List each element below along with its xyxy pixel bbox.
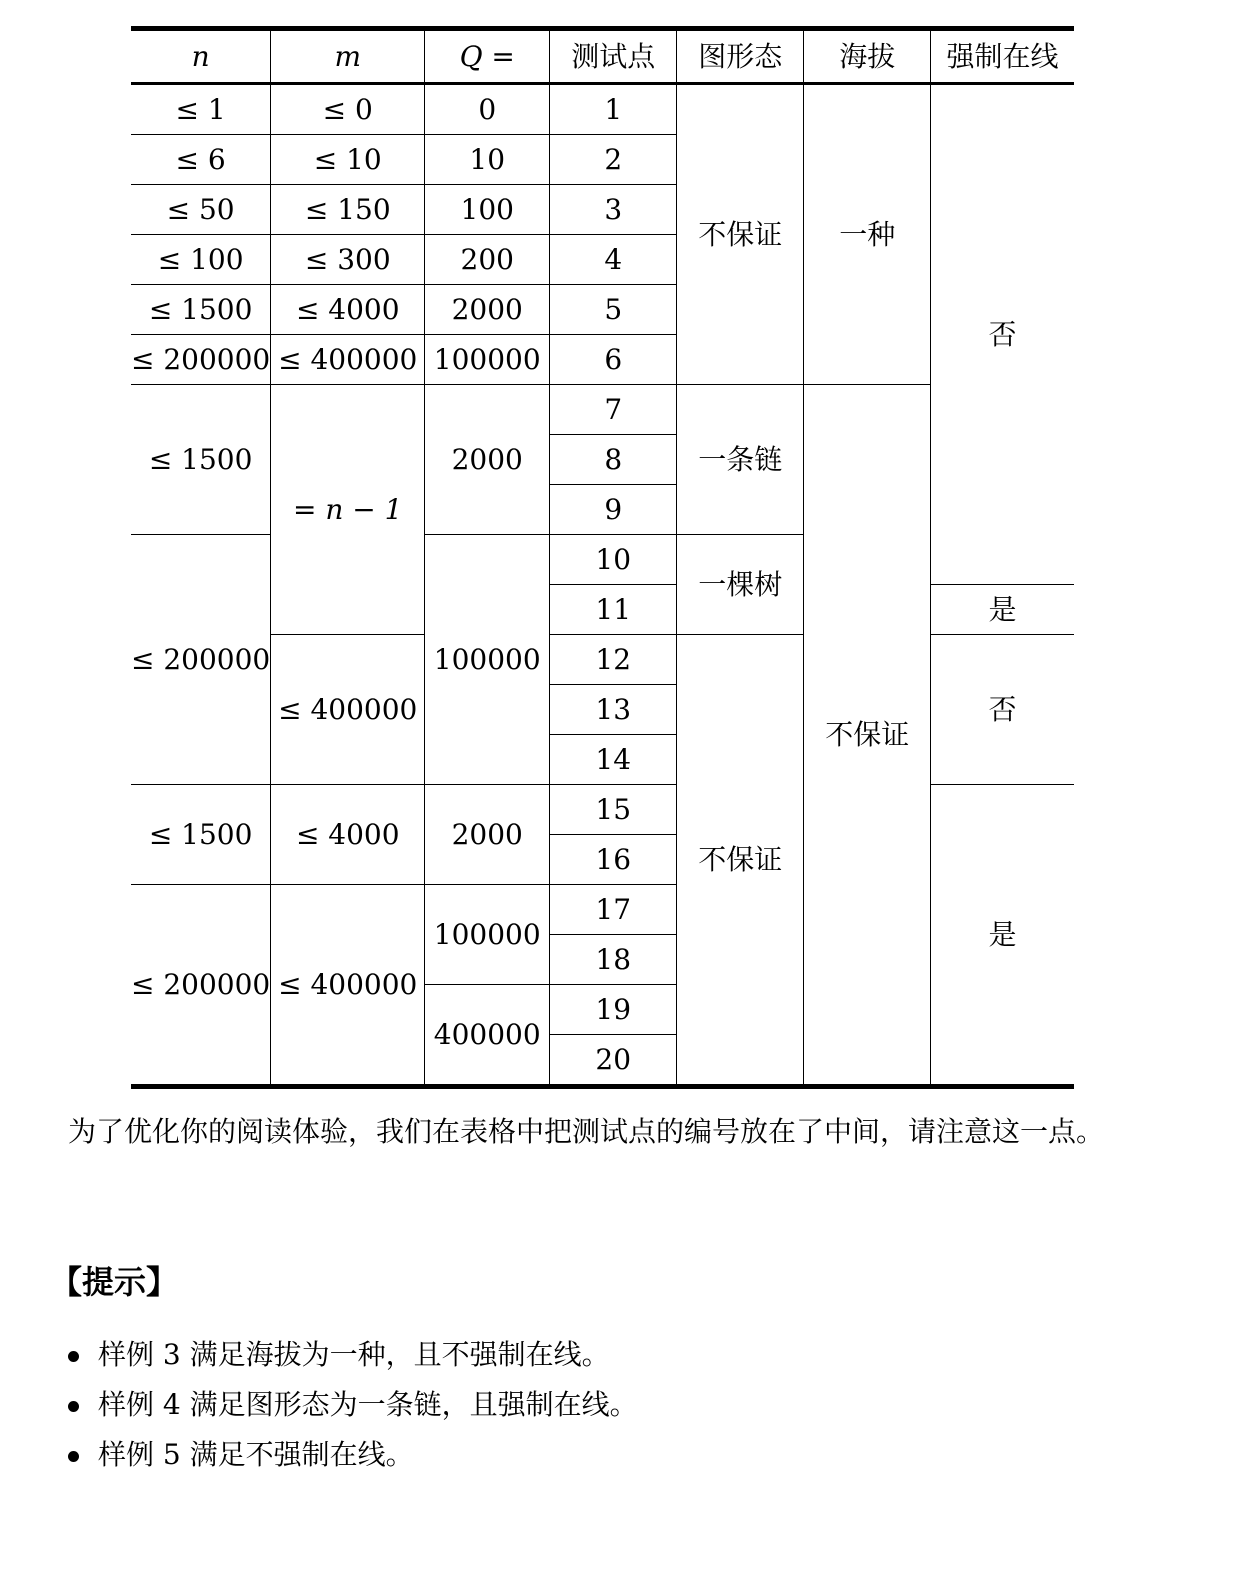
- cell-q: 100000: [425, 885, 550, 985]
- hint-item: 样例 3 满足海拔为一种，且不强制在线。: [60, 1330, 638, 1380]
- cell-test: 2: [550, 135, 677, 185]
- cell-graph-shape: 一条链: [677, 385, 804, 535]
- hint-item: 样例 5 满足不强制在线。: [60, 1430, 638, 1480]
- header-forced-online: 强制在线: [931, 29, 1074, 84]
- cell-m: ≤ 10: [271, 135, 425, 185]
- cell-m: ≤ 0: [271, 84, 425, 135]
- cell-q: 100: [425, 185, 550, 235]
- cell-test: 8: [550, 435, 677, 485]
- cell-test: 4: [550, 235, 677, 285]
- subtask-table: [131, 26, 1074, 1089]
- hint-list: [60, 1330, 638, 1480]
- cell-q: 2000: [425, 285, 550, 335]
- cell-n: ≤ 50: [131, 185, 271, 235]
- header-n: n: [131, 29, 271, 84]
- cell-n: ≤ 1500: [131, 385, 271, 535]
- cell-altitude: 一种: [804, 84, 931, 385]
- cell-test: 3: [550, 185, 677, 235]
- cell-graph-shape: 一棵树: [677, 535, 804, 635]
- cell-test: 16: [550, 835, 677, 885]
- cell-q: 200: [425, 235, 550, 285]
- cell-q: 100000: [425, 535, 550, 785]
- cell-forced-online: 是: [931, 785, 1074, 1087]
- cell-q: 0: [425, 84, 550, 135]
- cell-test: 6: [550, 335, 677, 385]
- cell-q: 400000: [425, 985, 550, 1087]
- cell-n: ≤ 200000: [131, 535, 271, 785]
- cell-n: ≤ 1500: [131, 785, 271, 885]
- cell-test: 9: [550, 485, 677, 535]
- cell-graph-shape: 不保证: [677, 84, 804, 385]
- cell-test: 18: [550, 935, 677, 985]
- cell-n: ≤ 200000: [131, 335, 271, 385]
- hint-item: 样例 4 满足图形态为一条链，且强制在线。: [60, 1380, 638, 1430]
- cell-test: 7: [550, 385, 677, 435]
- cell-test: 1: [550, 84, 677, 135]
- cell-test: 5: [550, 285, 677, 335]
- cell-m: ≤ 4000: [271, 285, 425, 335]
- cell-test: 19: [550, 985, 677, 1035]
- header-testcase: 测试点: [550, 29, 677, 84]
- cell-m: = n − 1: [271, 385, 425, 635]
- header-altitude: 海拔: [804, 29, 931, 84]
- cell-m: ≤ 4000: [271, 785, 425, 885]
- cell-m: ≤ 150: [271, 185, 425, 235]
- cell-m: ≤ 300: [271, 235, 425, 285]
- cell-forced-online: 否: [931, 635, 1074, 785]
- cell-test: 17: [550, 885, 677, 935]
- cell-n: ≤ 1: [131, 84, 271, 135]
- cell-q: 2000: [425, 785, 550, 885]
- cell-graph-shape: 不保证: [677, 635, 804, 1087]
- cell-test: 13: [550, 685, 677, 735]
- cell-test: 20: [550, 1035, 677, 1087]
- cell-n: ≤ 100: [131, 235, 271, 285]
- cell-test: 12: [550, 635, 677, 685]
- cell-altitude: 不保证: [804, 385, 931, 1087]
- cell-test: 14: [550, 735, 677, 785]
- cell-test: 10: [550, 535, 677, 585]
- cell-q: 100000: [425, 335, 550, 385]
- cell-n: ≤ 1500: [131, 285, 271, 335]
- cell-test: 15: [550, 785, 677, 835]
- cell-test: 11: [550, 585, 677, 635]
- header-q: Q =: [425, 29, 550, 84]
- cell-forced-online: 否: [931, 84, 1074, 585]
- cell-forced-online: 是: [931, 585, 1074, 635]
- header-m: m: [271, 29, 425, 84]
- cell-q: 2000: [425, 385, 550, 535]
- table-note: 为了优化你的阅读体验，我们在表格中把测试点的编号放在了中间，请注意这一点。: [68, 1115, 1105, 1148]
- cell-m: ≤ 400000: [271, 635, 425, 785]
- cell-q: 10: [425, 135, 550, 185]
- cell-m: ≤ 400000: [271, 885, 425, 1087]
- header-graph-shape: 图形态: [677, 29, 804, 84]
- cell-n: ≤ 200000: [131, 885, 271, 1087]
- hint-heading: 【提示】: [50, 1263, 179, 1301]
- cell-m: ≤ 400000: [271, 335, 425, 385]
- cell-n: ≤ 6: [131, 135, 271, 185]
